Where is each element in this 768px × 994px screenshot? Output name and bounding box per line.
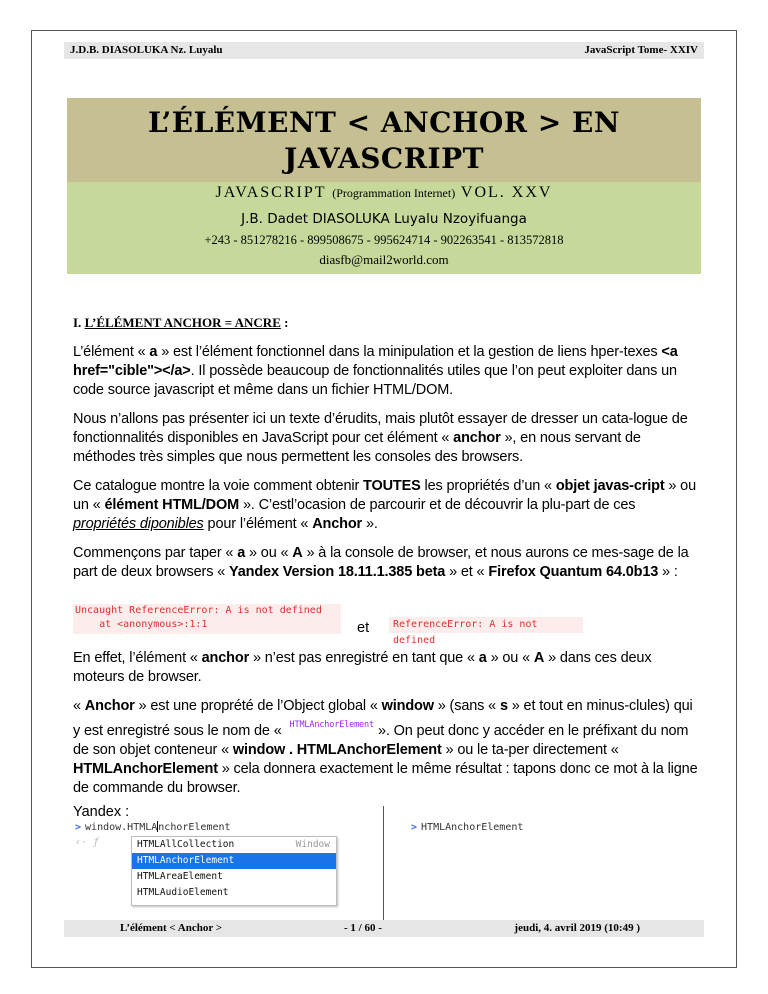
yandex-label: Yandex : — [73, 804, 130, 820]
paragraph-6: « Anchor » est une proprété de l’Object global « window » (sans « s » et tout en minus-clules) qui y est enregistré sous le nom de « HTMLAnchorElement ». On peut donc y accéder en le préfixant du nom de son objet conteneur « window . HTMLAnchorElement » ou le ta-per directement « HTMLAnchorElement » cela donnera exactement le même résultat : tapons donc ce mot à la ligne de commande du browser. — [73, 698, 698, 796]
running-footer — [64, 920, 704, 937]
autocomplete-hint: Window — [295, 839, 330, 850]
yandex-error-line-2: at <anonymous>:1:1 — [75, 619, 208, 630]
header-author: J.D.B. DIASOLUKA Nz. Luyalu — [70, 44, 223, 56]
firefox-console-output — [411, 822, 523, 833]
footer-date: jeudi, 4. avril 2019 (10:49 ) — [514, 922, 640, 934]
volume-prefix: JAVASCRIPT — [215, 184, 327, 201]
firefox-error-message: ReferenceError: A is not defined — [389, 617, 583, 633]
paragraph-1: L’élément « a » est l’élément fonctionnel dans la minipulation et la gestion de liens hper-texes <a href="cible"></a>. Il possède beaucoup de fonctionnalités utiles que l’on peut exploiter dans un code source javascript et même dans un fichier HTML/DOM. — [73, 344, 678, 398]
section-number: I. — [73, 315, 82, 330]
paragraph-4: Commençons par taper « a » ou « A » à la console de browser, et nous aurons ce mes-sage de la part de deux browsers « Yandex Version 18.11.1.385 beta » et « Firefox Quantum 64.0b13 » : — [73, 545, 689, 580]
info-banner — [67, 182, 701, 274]
firefox-output-text: HTMLAnchorElement — [421, 822, 524, 833]
volume-line — [67, 184, 701, 202]
expand-chevron-icon[interactable]: > — [411, 822, 418, 833]
volume-number: VOL. XXV — [460, 184, 553, 201]
title-line-2: JAVASCRIPT — [284, 142, 484, 175]
autocomplete-item[interactable]: HTMLAreaElement — [137, 871, 223, 882]
console-input-before: window.HTMLA — [85, 822, 158, 833]
section-heading — [73, 315, 288, 331]
autocomplete-item[interactable]: HTMLAllCollection Window — [132, 837, 336, 853]
section-suffix: : — [280, 315, 289, 330]
header-series: JavaScript Tome- XXIV — [584, 44, 698, 56]
paragraph-5: En effet, l’élément « anchor » n’est pas enregistré en tant que « a » ou « A » dans ces deux moteurs de browser. — [73, 650, 652, 685]
volume-subtitle: (Programmation Internet) — [332, 186, 456, 200]
prompt-chevron-icon: > — [75, 822, 82, 833]
conjunction-et: et — [357, 620, 370, 636]
function-result-icon: ‹· ƒ — [75, 837, 100, 848]
yandex-console — [73, 820, 373, 912]
paragraph-3: Ce catalogue montre la voie comment obtenir TOUTES les propriétés d’un « objet javas-cript » ou un « élément HTML/DOM ». C’estl’ocasion de parcourir et de découvrir la plu-part de ces propriétés diponibles pour l’élément « Anchor ». — [73, 478, 696, 532]
column-divider — [383, 806, 384, 926]
page-number: - 1 / 60 - — [344, 922, 382, 934]
autocomplete-item-selected[interactable]: HTMLAnchorElement — [132, 853, 336, 869]
title-line-1: L’ÉLÉMENT < ANCHOR > EN — [148, 106, 620, 139]
autocomplete-item[interactable]: HTMLAudioElement — [137, 887, 229, 898]
section-title: L’ÉLÉMENT ANCHOR = ANCRE — [84, 315, 281, 330]
yandex-error-message — [73, 604, 341, 634]
title-banner — [67, 98, 701, 182]
autocomplete-dropdown — [131, 836, 337, 906]
running-header — [64, 42, 704, 59]
yandex-error-line-1: Uncaught ReferenceError: A is not defined — [75, 605, 322, 616]
console-input-after: nchorElement — [158, 822, 231, 833]
inline-code-htmlanchorelement: HTMLAnchorElement — [289, 720, 374, 730]
phone-numbers: +243 - 851278216 - 899508675 - 995624714 - 902263541 - 813572818 — [204, 233, 564, 247]
email-address: diasfb@mail2world.com — [319, 252, 449, 267]
footer-title: L’élément < Anchor > — [120, 922, 223, 934]
paragraph-2: Nous n’allons pas présenter ici un texte d’érudits, mais plutôt essayer de dresser un cata-logue de fonctionnalités disponibles en JavaScript pour cet élément « anchor », en nous servant de méthodes très simples que nous permettent les consoles des browsers. — [73, 411, 688, 465]
author-name: J.B. Dadet DIASOLUKA Luyalu Nzoyifuanga — [241, 211, 527, 227]
console-input-line[interactable] — [75, 821, 231, 833]
